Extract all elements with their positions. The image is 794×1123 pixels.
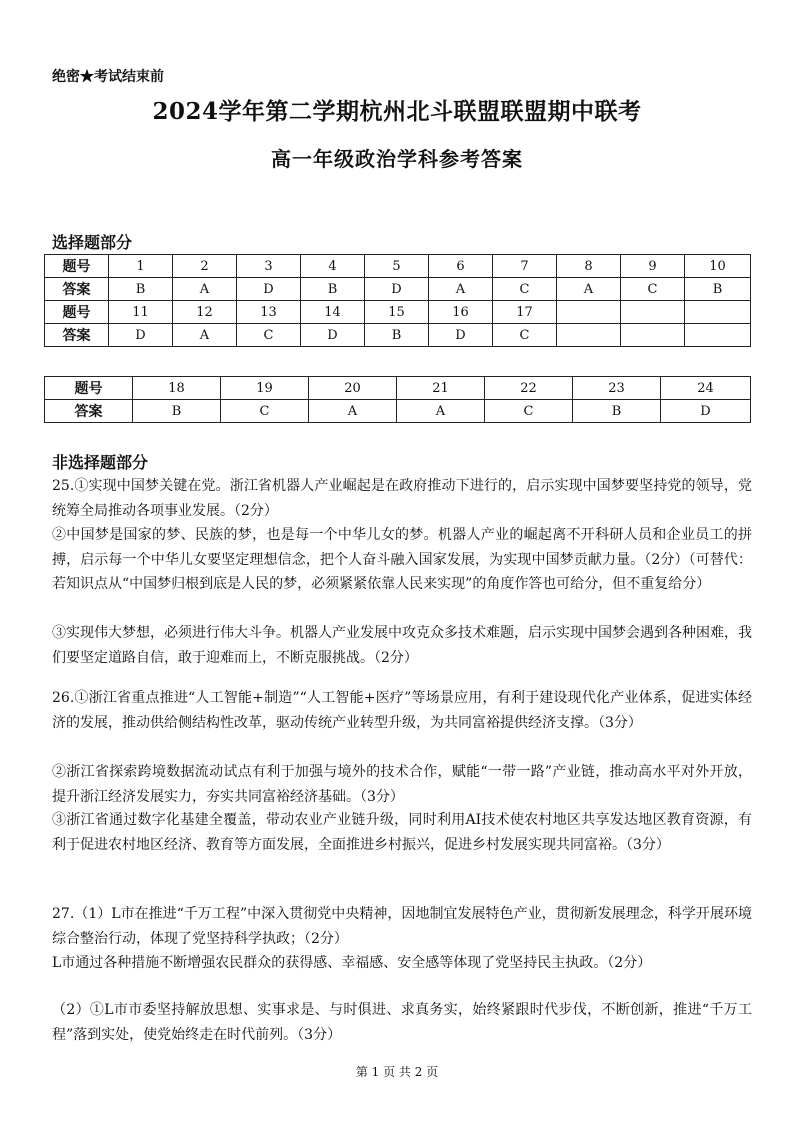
answer-cell: C xyxy=(493,324,557,347)
answer-cell: C xyxy=(493,278,557,301)
q27-part2-point-1: （2）①L市市委坚持解放思想、实事求是、与时俱进、求真务实，始终紧跟时代步伐，不断创新，推进“千万工程”落到实处，使党始终走在时代前列。（3分） xyxy=(52,1002,752,1043)
question-number-cell: 8 xyxy=(557,255,621,278)
question-number-row xyxy=(45,255,751,278)
question-number-cell xyxy=(557,301,621,324)
question-number-cell: 10 xyxy=(685,255,751,278)
question-number-cell xyxy=(621,301,685,324)
question-number-cell: 11 xyxy=(109,301,173,324)
q25-point-1: 25.①实现中国梦关键在党。浙江省机器人产业崛起是在政府推动下进行的，启示实现中国梦要坚持党的领导，党统筹全局推动各项事业发展。（2分） xyxy=(52,478,752,519)
question-number-cell: 22 xyxy=(485,377,573,400)
question-number-cell: 17 xyxy=(493,301,557,324)
question-number-cell: 15 xyxy=(365,301,429,324)
question-number-row xyxy=(45,377,751,400)
question-number-cell: 20 xyxy=(309,377,397,400)
question-number-cell: 24 xyxy=(661,377,751,400)
answer-cell: B xyxy=(365,324,429,347)
secret-label: 绝密★考试结束前 xyxy=(52,69,164,85)
question-number-cell: 23 xyxy=(573,377,661,400)
question-number-cell: 1 xyxy=(109,255,173,278)
answer-cell: B xyxy=(685,278,751,301)
q26-point-2: ②浙江省探索跨境数据流动试点有利于加强与境外的技术合作，赋能“一带一路”产业链，推动高水平对外开放，提升浙江经济发展实力，夯实共同富裕经济基础。（3分） xyxy=(52,764,752,805)
exam-subtitle: 高一年级政治学科参考答案 xyxy=(271,147,523,171)
q26-point-1: 26.①浙江省重点推进“人工智能+制造”“人工智能+医疗”等场景应用，有利于建设现代化产业体系，促进实体经济的发展，推动供给侧结构性改革，驱动传统产业转型升级，为共同富裕提供经济支撑。（3分） xyxy=(52,690,752,731)
question-number-cell xyxy=(685,301,751,324)
question-number-cell: 12 xyxy=(173,301,237,324)
question-number-cell: 21 xyxy=(397,377,485,400)
question-number-cell: 13 xyxy=(237,301,301,324)
answer-cell: A xyxy=(397,400,485,423)
answer-row xyxy=(45,278,751,301)
answer-cell: D xyxy=(301,324,365,347)
answer-cell: B xyxy=(109,278,173,301)
answer-cell: D xyxy=(365,278,429,301)
answer-cell: D xyxy=(661,400,751,423)
question-number-label: 题号 xyxy=(45,255,109,278)
page-number: 第 1 页 共 2 页 xyxy=(355,1065,439,1079)
nonchoice-section-heading: 非选择题部分 xyxy=(52,453,149,472)
answer-cell: C xyxy=(621,278,685,301)
question-number-cell: 6 xyxy=(429,255,493,278)
answer-table-1 xyxy=(44,254,751,347)
answer-cell: C xyxy=(485,400,573,423)
answer-label: 答案 xyxy=(45,400,133,423)
answer-cell xyxy=(685,324,751,347)
answer-label: 答案 xyxy=(45,278,109,301)
question-number-cell: 14 xyxy=(301,301,365,324)
answer-cell xyxy=(621,324,685,347)
question-number-row xyxy=(45,301,751,324)
answer-cell: D xyxy=(237,278,301,301)
answer-row xyxy=(45,400,751,423)
q26-point-3: ③浙江省通过数字化基建全覆盖，带动农业产业链升级，同时利用AI技术使农村地区共享发达地区教育资源，有利于促进农村地区经济、教育等方面发展，全面推进乡村振兴，促进乡村发展实现共同富裕。（3分） xyxy=(52,812,752,853)
answer-cell: C xyxy=(221,400,309,423)
answer-cell: A xyxy=(173,278,237,301)
question-number-cell: 16 xyxy=(429,301,493,324)
answer-cell: B xyxy=(573,400,661,423)
question-number-label: 题号 xyxy=(45,301,109,324)
answer-cell: B xyxy=(301,278,365,301)
q27-part1-point-2: L市通过各种措施不断增强农民群众的获得感、幸福感、安全感等体现了党坚持民主执政。（2分） xyxy=(52,955,652,971)
answer-row xyxy=(45,324,751,347)
question-number-cell: 18 xyxy=(133,377,221,400)
answer-label: 答案 xyxy=(45,324,109,347)
question-number-cell: 9 xyxy=(621,255,685,278)
question-number-cell: 2 xyxy=(173,255,237,278)
q25-point-3: ③实现伟大梦想，必须进行伟大斗争。机器人产业发展中攻克众多技术难题，启示实现中国梦会遇到各种困难，我们要坚定道路自信，敢于迎难而上，不断克服挑战。（2分） xyxy=(52,625,752,666)
answer-cell: D xyxy=(109,324,173,347)
question-number-cell: 7 xyxy=(493,255,557,278)
question-number-label: 题号 xyxy=(45,377,133,400)
answer-cell xyxy=(557,324,621,347)
exam-title: 2024学年第二学期杭州北斗联盟联盟期中联考 xyxy=(152,98,642,125)
answer-cell: B xyxy=(133,400,221,423)
question-number-cell: 5 xyxy=(365,255,429,278)
q25-point-2: ②中国梦是国家的梦、民族的梦，也是每一个中华儿女的梦。机器人产业的崛起离不开科研人员和企业员工的拼搏，启示每一个中华儿女要坚定理想信念，把个人奋斗融入国家发展，为实现中国梦贡献力量。（2分）（可替代：若知识点从“中国梦归根到底是人民的梦，必须紧紧依靠人民来实现”的角度作答也可给分，但不重复给分） xyxy=(52,527,752,593)
answer-cell: A xyxy=(309,400,397,423)
answer-cell: A xyxy=(557,278,621,301)
answer-cell: A xyxy=(173,324,237,347)
answer-cell: D xyxy=(429,324,493,347)
answer-cell: A xyxy=(429,278,493,301)
answer-cell: C xyxy=(237,324,301,347)
choice-section-heading: 选择题部分 xyxy=(52,233,133,252)
question-number-cell: 3 xyxy=(237,255,301,278)
q27-part1-point-1: 27.（1）L市在推进“千万工程”中深入贯彻党中央精神，因地制宜发展特色产业，贯彻新发展理念，科学开展环境综合整治行动，体现了党坚持科学执政；（2分） xyxy=(52,906,752,947)
answer-table-2 xyxy=(44,376,751,423)
question-number-cell: 19 xyxy=(221,377,309,400)
question-number-cell: 4 xyxy=(301,255,365,278)
